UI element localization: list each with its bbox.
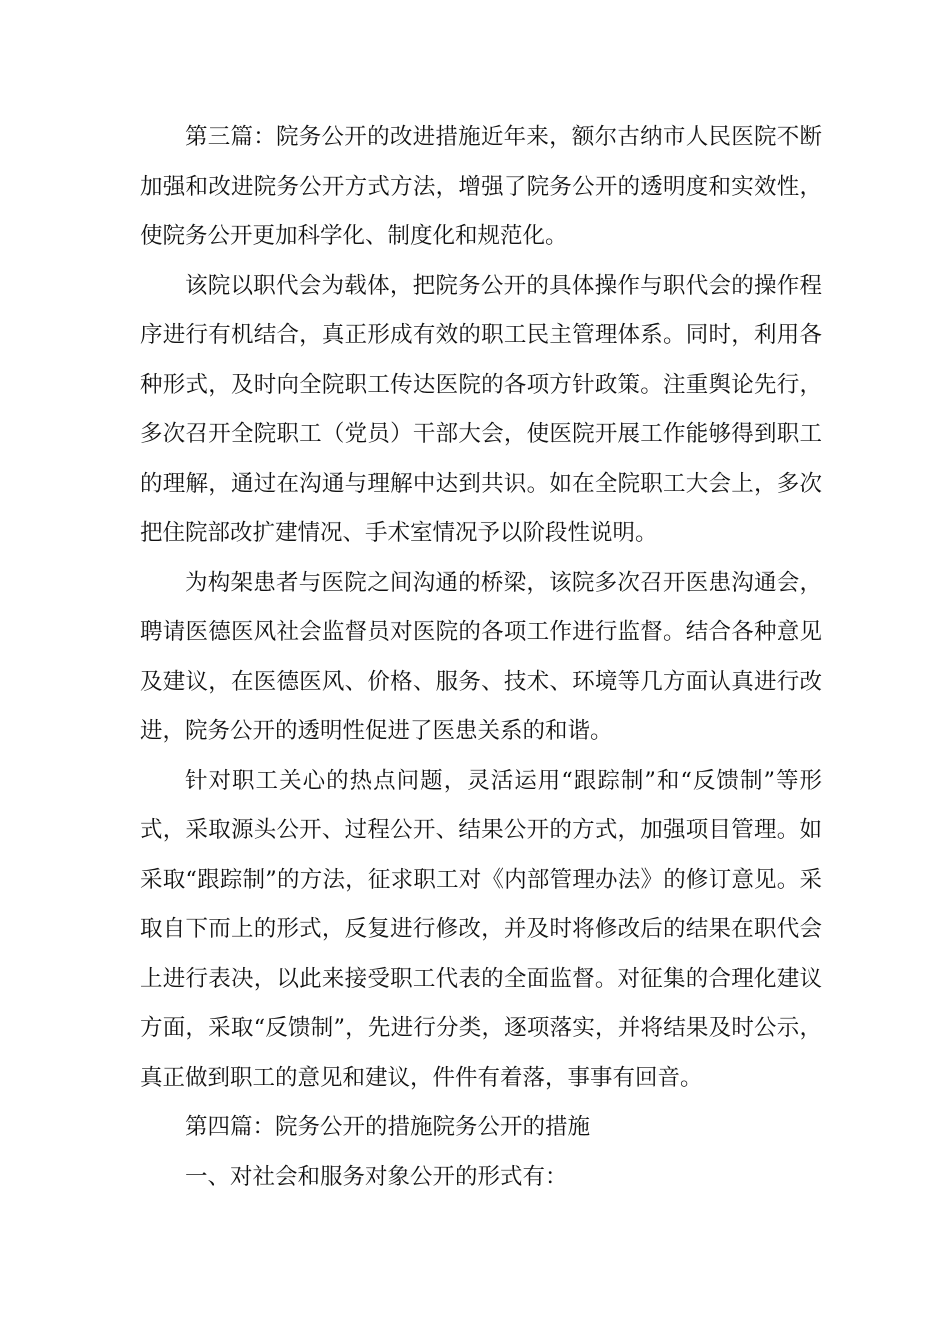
document-body bbox=[140, 113, 822, 1202]
paragraph-chapter-four-title: 第四篇：院务公开的措施院务公开的措施 bbox=[185, 1114, 591, 1140]
paragraph-section-one-heading: 一、对社会和服务对象公开的形式有： bbox=[185, 1163, 568, 1190]
paragraph-tracking-feedback: 针对职工关心的热点问题，灵活运用“跟踪制”和“反馈制”等形式，采取源头公开、过程公开、结果公开的方式，加强项目管理。如采取“跟踪制”的方法，征求职工对《内部管理办法》的修订意见。采取自下而上的形式，反复进行修改，并及时将修改后的结果在职代会上进行表决，以此来接受职工代表的全面监督。对征集的合理化建议方面，采取“反馈制”，先进行分类，逐项落实，并将结果及时公示，真正做到职工的意见和建议，件件有着落，事事有回音。 bbox=[140, 767, 822, 1091]
paragraph-chapter-three-intro: 第三篇：院务公开的改进措施近年来，额尔古纳市人民医院不断加强和改进院务公开方式方法，增强了院务公开的透明度和实效性，使院务公开更加科学化、制度化和规范化。 bbox=[140, 124, 822, 249]
paragraph-doctor-patient-communication: 为构架患者与医院之间沟通的桥梁，该院多次召开医患沟通会，聘请医德医风社会监督员对医院的各项工作进行监督。结合各种意见及建议，在医德医风、价格、服务、技术、环境等几方面认真进行改进，院务公开的透明性促进了医患关系的和谐。 bbox=[140, 569, 822, 744]
paragraph-staff-congress: 该院以职代会为载体，把院务公开的具体操作与职代会的操作程序进行有机结合，真正形成有效的职工民主管理体系。同时，利用各种形式，及时向全院职工传达医院的各项方针政策。注重舆论先行，多次召开全院职工（党员）干部大会，使医院开展工作能够得到职工的理解，通过在沟通与理解中达到共识。如在全院职工大会上，多次把住院部改扩建情况、手术室情况予以阶段性说明。 bbox=[140, 272, 822, 546]
